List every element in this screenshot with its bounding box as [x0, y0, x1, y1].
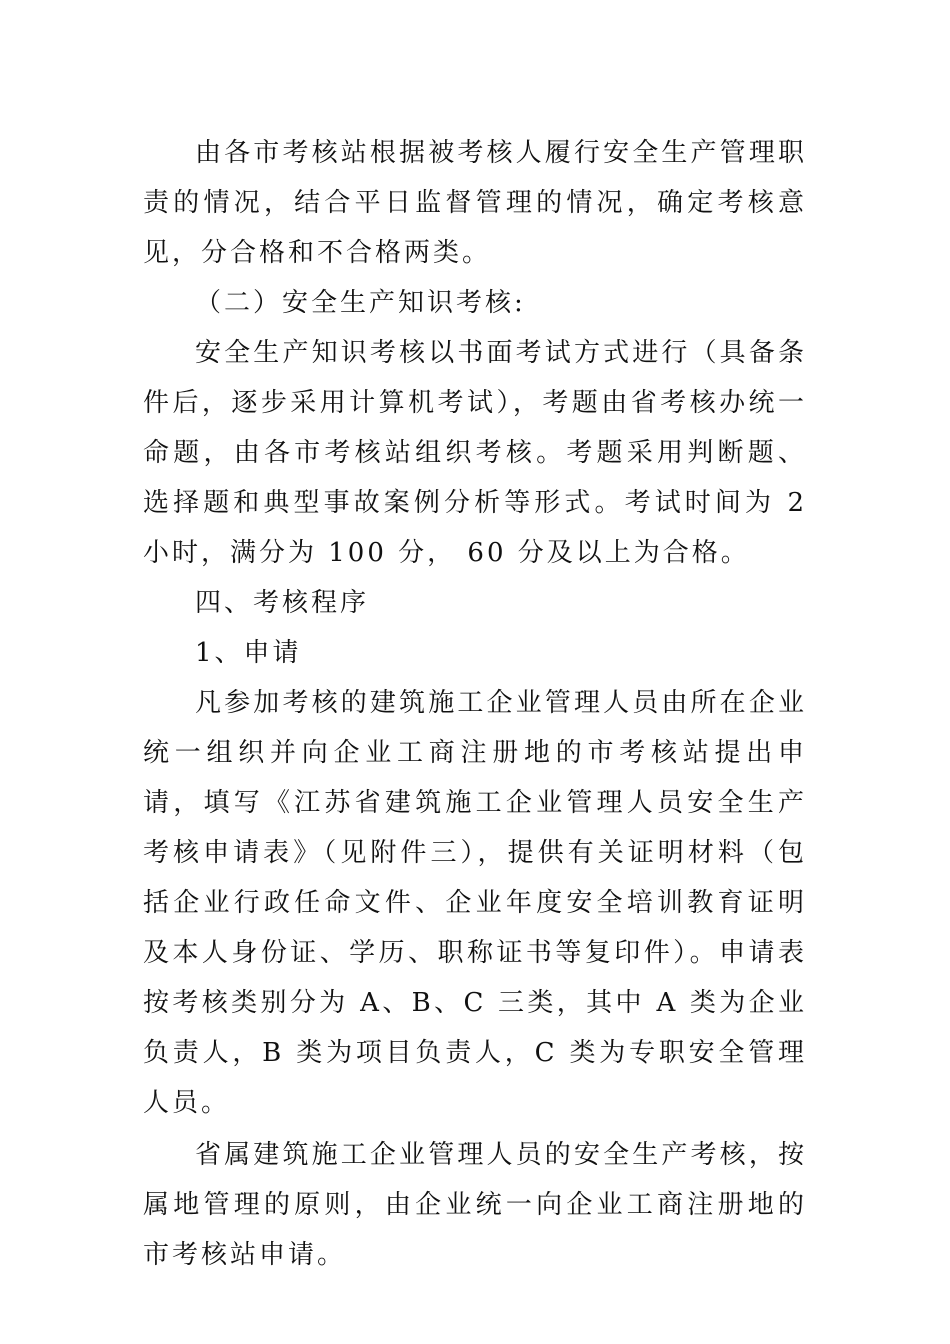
heading-application: 1、申请 [195, 638, 302, 668]
paragraph-provincial-enterprises: 省属建筑施工企业管理人员的安全生产考核，按属地管理的原则，由企业统一向企业工商注册地的市考核站申请。 [143, 1140, 807, 1270]
heading-assessment-procedure: 四、考核程序 [195, 588, 370, 618]
document-body [143, 128, 807, 1280]
paragraph-application-process: 凡参加考核的建筑施工企业管理人员由所在企业统一组织并向企业工商注册地的市考核站提出申请，填写《江苏省建筑施工企业管理人员安全生产考核申请表》（见附件三），提供有关证明材料（包括企业行政任命文件、企业年度安全培训教育证明及本人身份证、学历、职称证书等复印件）。申请表按考核类别分为 A、B、C 三类，其中 A 类为企业负责人，B 类为项目负责人，C 类为专职安全管理人员。 [143, 688, 807, 1118]
heading-safety-knowledge-exam: （二）安全生产知识考核: [195, 288, 526, 318]
paragraph-assessment-opinion: 由各市考核站根据被考核人履行安全生产管理职责的情况，结合平日监督管理的情况，确定考核意见，分合格和不合格两类。 [143, 138, 807, 268]
paragraph-written-exam: 安全生产知识考核以书面考试方式进行（具备条件后，逐步采用计算机考试），考题由省考核办统一命题，由各市考核站组织考核。考题采用判断题、选择题和典型事故案例分析等形式。考试时间为 2 小时，满分为 100 分， 60 分及以上为合格。 [143, 338, 807, 568]
